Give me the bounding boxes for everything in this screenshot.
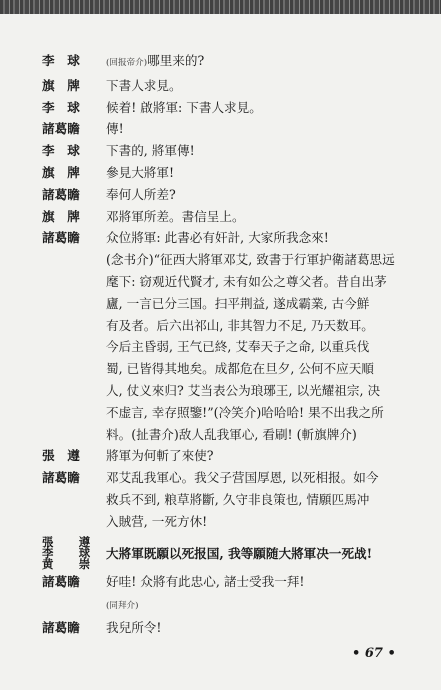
speaker-name: 諸葛瞻 — [42, 470, 80, 486]
speaker-name: 旗 牌 — [42, 208, 80, 224]
dialogue-line — [42, 50, 427, 75]
letter-line: (念书介)“征西大將軍邓艾, 致書于行軍护衛諸葛思远 — [106, 252, 395, 268]
speaker-name: 諸葛瞻 — [42, 573, 80, 589]
dialogue-line — [42, 206, 427, 228]
dialogue-line — [42, 227, 427, 249]
dialogue-text: 參見大將軍! — [106, 164, 175, 180]
dialogue-line — [42, 467, 427, 489]
dialogue-text: 哪里来的? — [147, 53, 205, 68]
dialogue-line — [42, 140, 427, 162]
speaker-name: 李 球 — [42, 99, 80, 115]
dialogue-text: 候着! 啟將軍: 下書人求見。 — [106, 99, 262, 115]
speaker-name: 諸葛瞻 — [42, 121, 80, 137]
scan-edge — [0, 0, 441, 14]
letter-line: 廬, 一言已分三国。扫平荆益, 遂成霸業, 古今鮮 — [106, 295, 370, 311]
script-body — [42, 50, 427, 639]
speaker-name: 諸葛瞻 — [42, 230, 80, 246]
speaker-group — [42, 534, 106, 572]
dialogue-text: 下書的, 將軍傳! — [106, 143, 195, 159]
group-dialogue-line — [42, 534, 427, 572]
letter-line: 不虚言, 幸存照鑒!”(冷笑介)哈哈哈! 果不出我之所 — [106, 404, 384, 420]
letter-line: 料。(扯書介)敌人乱我軍心, 看刷! (斬旗牌介) — [106, 426, 357, 442]
dialogue-line — [42, 118, 427, 140]
speaker-name: 諸葛瞻 — [42, 620, 80, 636]
speaker-name: 黄 崇 — [42, 557, 98, 572]
dialogue-line — [42, 445, 427, 467]
dialogue-line — [42, 571, 427, 593]
dialogue-text: 我兒所令! — [106, 620, 162, 636]
dialogue-text: 下書人求見。 — [106, 77, 182, 93]
speaker-name: 旗 牌 — [42, 164, 80, 180]
letter-line: 今后主昏弱, 王气已終, 艾奉天子之命, 以重兵伐 — [106, 339, 370, 355]
letter-line: 蜀, 已皆得其地矣。成都危在旦夕, 公何不应天順 — [106, 361, 374, 377]
dialogue-line — [42, 617, 427, 639]
stage-direction: (同拜介) — [106, 600, 139, 611]
letter-line: 麾下: 窃观近代賢才, 未有如公之尊父者。昔自出茅 — [106, 273, 387, 289]
dialogue-text: 好哇! 众將有此忠心, 諸士受我一拜! — [106, 573, 305, 589]
speaker-name: 李 球 — [42, 143, 80, 159]
dialogue-text: 邓將軍所差。書信呈上。 — [106, 208, 245, 224]
speaker-name: 旗 牌 — [42, 77, 80, 93]
dialogue-text: 大將軍既願以死报国, 我等願随大將軍决一死战! — [106, 545, 373, 561]
dialogue-line — [42, 162, 427, 184]
letter-line: 人, 仗义來归? 艾当表公为琅琊王, 以光耀祖宗, 决 — [106, 382, 381, 398]
speaker-name: 諸葛瞻 — [42, 186, 80, 202]
dialogue-text: 傳! — [106, 121, 124, 137]
dialogue-text: 众位將軍: 此書必有奸計, 大家所我念來! — [106, 230, 329, 246]
dialogue-line — [42, 97, 427, 119]
dialogue-line — [42, 184, 427, 206]
page-number: • 67 • — [352, 646, 396, 661]
stage-direction: (回报帝介) — [106, 58, 148, 68]
speaker-name: 李 球 — [42, 545, 98, 560]
speaker-name: 張 遵 — [42, 534, 98, 549]
dialogue-text: 將軍为何斬了來使? — [106, 448, 214, 464]
dialogue-continuation: 救兵不到, 粮草將斷, 久守非良策也, 情願匹馬冲 — [106, 491, 370, 507]
dialogue-text: 奉何人所差? — [106, 186, 176, 202]
dialogue-text: 邓艾乱我軍心。我父子营国厚恩, 以死相报。如今 — [106, 470, 379, 486]
dialogue-line — [42, 75, 427, 97]
dialogue-continuation: 入賊营, 一死方休! — [106, 513, 208, 529]
speaker-name: 張 遵 — [42, 448, 80, 464]
speaker-name: 李 球 — [42, 53, 80, 68]
letter-line: 有及者。后六出祁山, 非其智力不足, 乃天数耳。 — [106, 317, 374, 333]
